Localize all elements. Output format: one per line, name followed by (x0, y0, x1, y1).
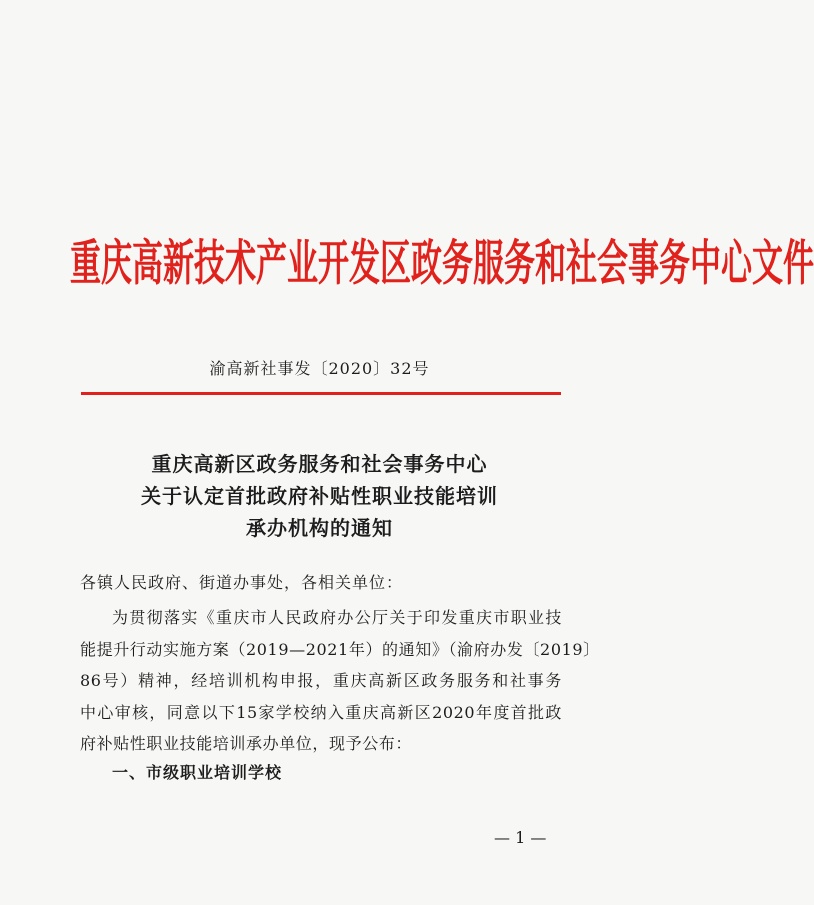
document-number: 渝高新社事发〔2020〕32号 (209, 359, 430, 378)
paragraph-line-4: 中心审核，同意以下15家学校纳入重庆高新区2020年度首批政 (80, 702, 562, 722)
document-title (0, 448, 639, 544)
issuing-org-header: 重庆高新技术产业开发区政务服务和社会事务中心文件 (70, 236, 814, 292)
title-line-1: 重庆高新区政务服务和社会事务中心 (151, 452, 488, 476)
section-heading: 一、市级职业培训学校 (112, 763, 283, 782)
paragraph-line-5: 府补贴性职业技能培训承办单位，现予公布： (80, 734, 413, 753)
title-line-2: 关于认定首批政府补贴性职业技能培训 (141, 484, 498, 508)
page-number: — 1 — (494, 828, 547, 847)
paragraph-line-2: 能提升行动实施方案（2019—2021年）的通知》（渝府办发〔2019〕 (80, 639, 600, 659)
body-paragraph (80, 602, 600, 760)
salutation: 各镇人民政府、街道办事处，各相关单位： (80, 573, 404, 592)
title-line-3: 承办机构的通知 (246, 516, 393, 540)
paragraph-line-1: 为贯彻落实《重庆市人民政府办公厅关于印发重庆市职业技 (112, 608, 562, 627)
paragraph-line-3: 86号）精神，经培训机构申报，重庆高新区政务服务和社事务 (80, 671, 562, 690)
red-divider-line (81, 392, 561, 395)
